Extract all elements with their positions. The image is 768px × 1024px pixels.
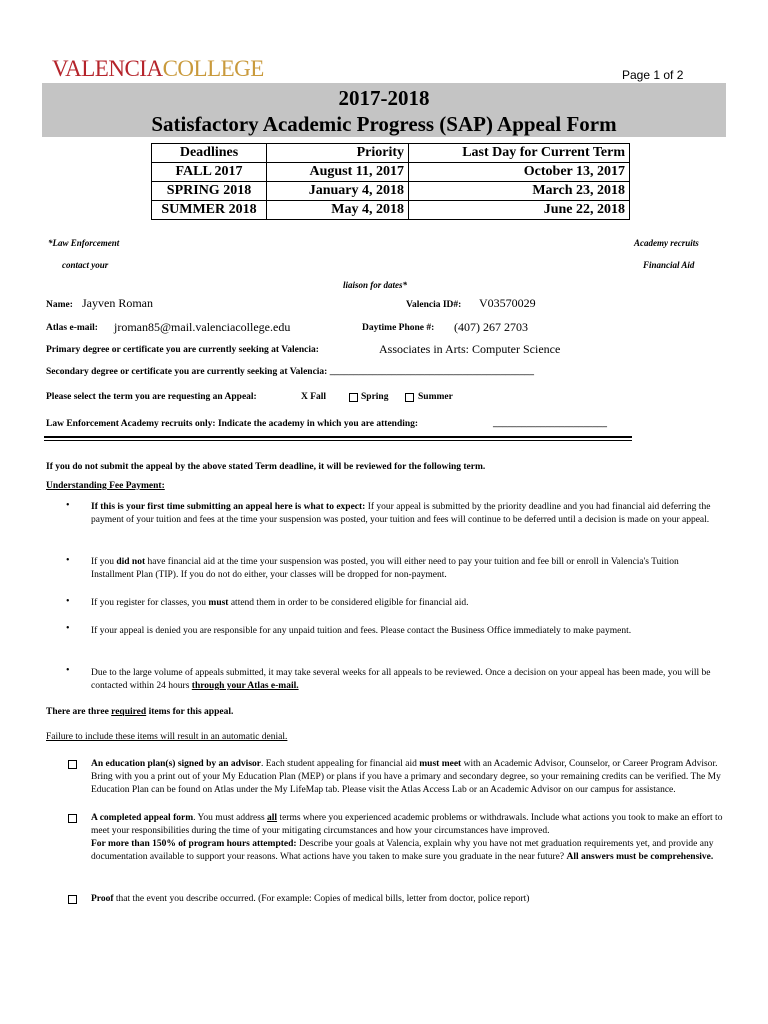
list-item: If you did not have financial aid at the time your suspension was posted, you will either need to pay your tuition and fee bill or enroll in Valencia's Tuition Installment Plan (TIP). If you do not do either, your classes will be dropped for non-payment.: [91, 557, 679, 580]
list-item: An education plan(s) signed by an advisor. Each student appealing for financial aid must meet with an Academic Advisor, Counselor, or Career Program Advisor. Bring with you a print out of your My Education Plan (MEP) or plans if you have a primary and secondary degree, so your remaining credits can be verified. The My Education Plan can be found on Atlas under the My LifeMap tab. Please visit the Atlas Access Lab or an Academic Advisor on our campus for assistance.: [91, 759, 721, 795]
name-label: Name:: [46, 300, 73, 310]
academy-field[interactable]: ________________________: [493, 419, 607, 429]
deadline-notice: If you do not submit the appeal by the above stated Term deadline, it will be reviewed for the following term.: [46, 462, 486, 472]
summer-checkbox[interactable]: [405, 393, 414, 402]
failure-notice: Failure to include these items will result in an automatic denial.: [46, 732, 288, 742]
last-day-cell: October 13, 2017: [409, 163, 630, 182]
primary-degree-field[interactable]: Associates in Arts: Computer Science: [379, 342, 561, 356]
law-note-left-2: contact your: [62, 260, 109, 270]
bullet-icon: •: [66, 500, 70, 511]
phone-field[interactable]: (407) 267 2703: [454, 320, 528, 334]
list-item: Due to the large volume of appeals submitted, it may take several weeks for all appeals to be reviewed. Once a decision on your appeal has been made, you will be contacted within 24 hours through your Atlas e-mail.: [91, 668, 711, 691]
valencia-college-logo: [52, 56, 264, 82]
law-note-right-2: Financial Aid: [643, 260, 695, 270]
logo-valencia: VALENCIA: [52, 56, 163, 81]
checkbox-icon: [68, 814, 77, 823]
list-item: Proof that the event you describe occurred. (For example: Copies of medical bills, letter from doctor, police report): [91, 894, 530, 904]
law-note-right-1: Academy recruits: [634, 238, 699, 248]
phone-label: Daytime Phone #:: [362, 323, 435, 333]
deadlines-table: [151, 143, 630, 220]
table-row: [152, 182, 630, 201]
fee-payment-heading: Understanding Fee Payment:: [46, 481, 165, 491]
academy-label: Law Enforcement Academy recruits only: Indicate the academy in which you are attending:: [46, 419, 419, 429]
bullet-icon: •: [66, 623, 70, 634]
page-number: Page 1 of 2: [622, 68, 684, 82]
header-last-day: Last Day for Current Term: [409, 144, 630, 163]
logo-college: COLLEGE: [162, 56, 264, 81]
email-field[interactable]: jroman85@mail.valenciacollege.edu: [114, 320, 291, 334]
priority-cell: August 11, 2017: [267, 163, 409, 182]
list-item: If this is your first time submitting an appeal here is what to expect: If your appeal is submitted by the priority deadline and you had financial aid deferring the payment of your tuition and fees at the time your suspension was posted, your tuition and fees will continue to be deferred until a decision is made on your appeal.: [91, 502, 711, 525]
valencia-id-label: Valencia ID#:: [406, 300, 462, 310]
divider: [44, 440, 632, 441]
checkbox-icon: [68, 760, 77, 769]
table-row: [152, 163, 630, 182]
email-label: Atlas e-mail:: [46, 323, 98, 333]
form-year: 2017-2018: [338, 86, 430, 110]
header-deadlines: Deadlines: [152, 144, 267, 163]
list-item: If your appeal is denied you are responsible for any unpaid tuition and fees. Please contact the Business Office immediately to make payment.: [91, 626, 632, 636]
valencia-id-field[interactable]: V03570029: [479, 296, 536, 310]
required-items-heading: There are three required items for this appeal.: [46, 707, 234, 717]
bullet-icon: •: [66, 665, 70, 676]
secondary-degree-label[interactable]: Secondary degree or certificate you are currently seeking at Valencia: ___________________________________________: [46, 367, 534, 377]
last-day-cell: June 22, 2018: [409, 201, 630, 220]
title-banner: [42, 83, 726, 137]
term-cell: FALL 2017: [152, 163, 267, 182]
spring-checkbox[interactable]: [349, 393, 358, 402]
priority-cell: January 4, 2018: [267, 182, 409, 201]
header-priority: Priority: [267, 144, 409, 163]
list-item: If you register for classes, you must attend them in order to be considered eligible for financial aid.: [91, 598, 469, 608]
term-select-label: Please select the term you are requesting an Appeal:: [46, 392, 257, 402]
checkbox-icon: [68, 895, 77, 904]
law-note-center: liaison for dates*: [343, 280, 408, 290]
term-cell: SUMMER 2018: [152, 201, 267, 220]
term-fall-option[interactable]: X Fall: [301, 392, 327, 402]
table-row: [152, 201, 630, 220]
term-summer-option[interactable]: Summer: [418, 392, 453, 402]
term-spring-option[interactable]: Spring: [361, 392, 389, 402]
name-field[interactable]: Jayven Roman: [82, 296, 153, 310]
bullet-icon: •: [66, 555, 70, 566]
bullet-icon: •: [66, 596, 70, 607]
list-item: A completed appeal form. You must address all terms where you experienced academic problems or withdrawals. Include what actions you took to make an effort to meet your responsibilities during the time of your mitigating circumstances and how your circumstances have improved. For more than 150% of program hours attempted: Describe your goals at Valencia, explain why you have not met graduation requirements yet, and provide any documentation available to support your reasons. What actions have you taken to make sure you graduate in the near future? All answers must be comprehensive.: [91, 813, 723, 862]
last-day-cell: March 23, 2018: [409, 182, 630, 201]
priority-cell: May 4, 2018: [267, 201, 409, 220]
divider: [44, 436, 632, 438]
law-note-left-1: *Law Enforcement: [48, 238, 120, 248]
term-cell: SPRING 2018: [152, 182, 267, 201]
form-title: Satisfactory Academic Progress (SAP) Appeal Form: [151, 112, 617, 136]
deadlines-header-row: [152, 144, 630, 163]
primary-degree-label: Primary degree or certificate you are currently seeking at Valencia:: [46, 345, 319, 355]
